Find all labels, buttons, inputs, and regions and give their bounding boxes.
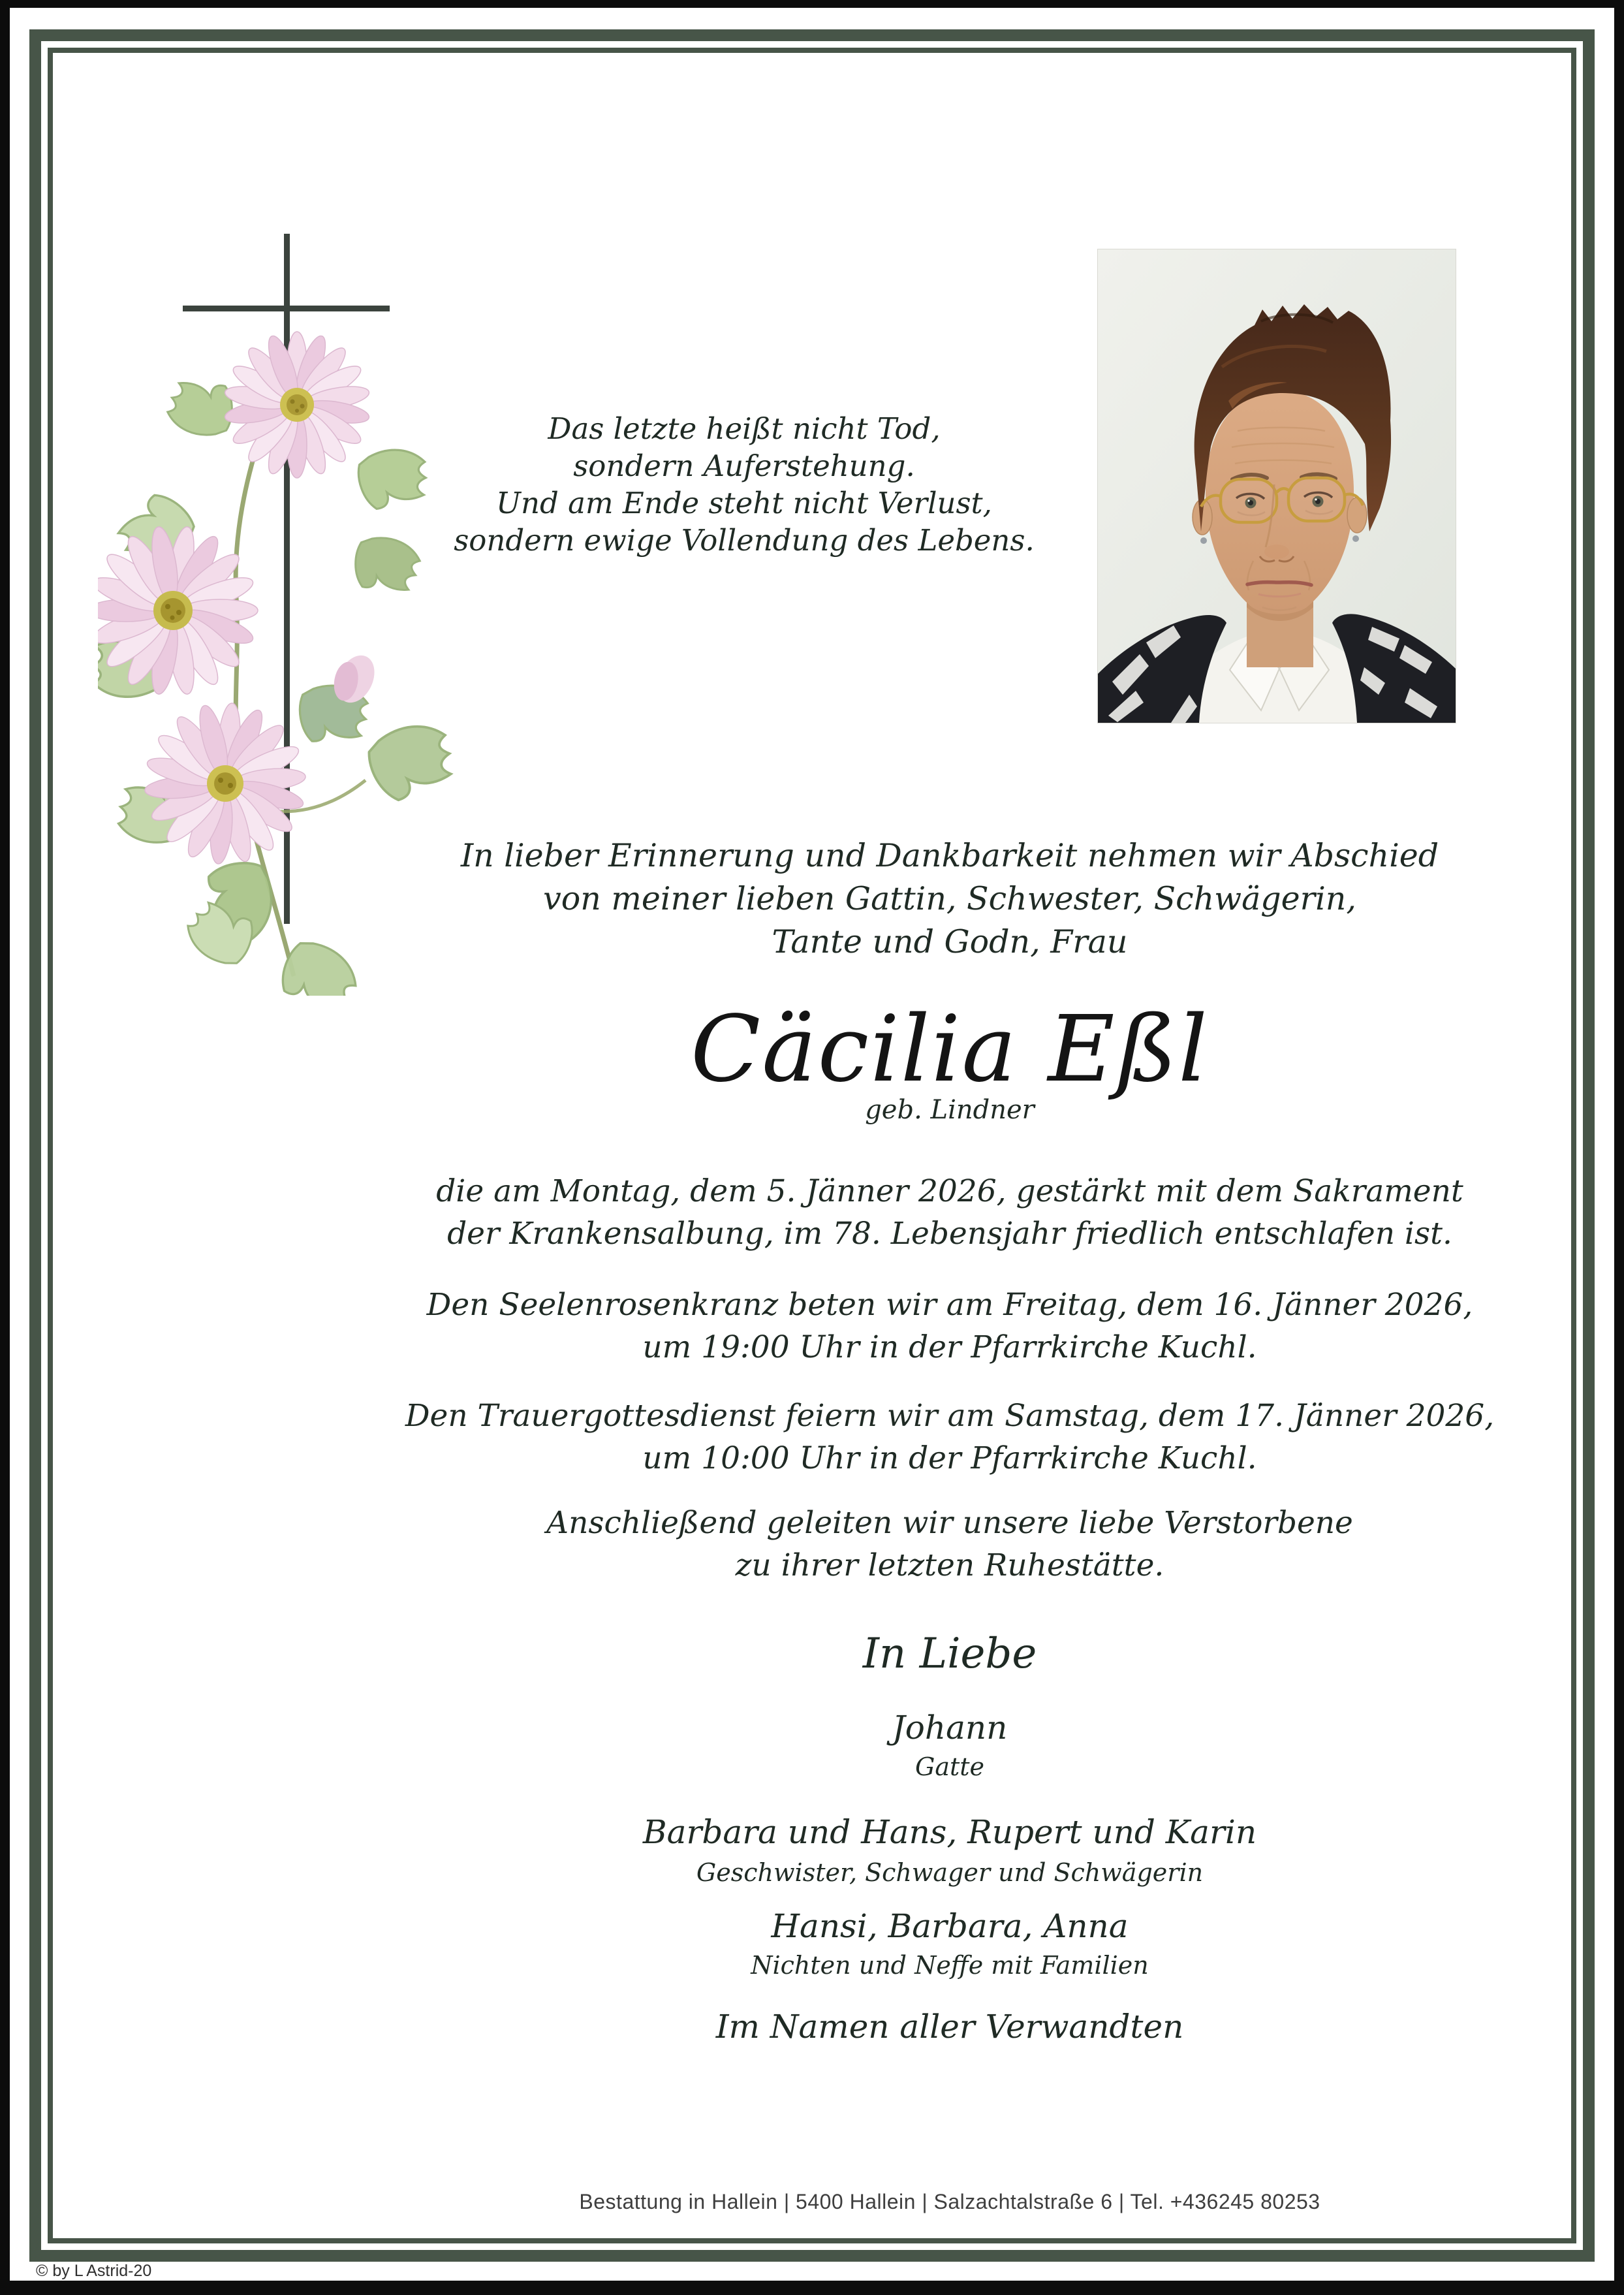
portrait-photo (1098, 249, 1456, 723)
copyright-note: © by L Astrid-20 (36, 2262, 152, 2280)
deceased-name: Cäcilia Eßl (691, 996, 1209, 1103)
mourner-names: Hansi, Barbara, Anna (771, 1907, 1129, 1945)
announcement-line: der Krankensalbung, im 78. Lebensjahr friedlich entschlafen ist. (447, 1216, 1452, 1252)
death-announcement (330, 1170, 1570, 1255)
mourner-relation: Gatte (914, 1752, 985, 1781)
procession-line: Anschließend geleiten wir unsere liebe Verstorbene (546, 1505, 1353, 1541)
quote-line: Das letzte heißt nicht Tod, (548, 411, 941, 446)
cross-icon-bar (183, 306, 390, 311)
quote-line: Und am Ende steht nicht Verlust, (496, 486, 992, 520)
final-line: Im Namen aller Verwandten (715, 2008, 1184, 2046)
maiden-name: geb. Lindner (865, 1095, 1035, 1125)
intro-line: In lieber Erinnerung und Dankbarkeit nehmen wir Abschied (460, 837, 1439, 874)
funeral-line: um 10:00 Uhr in der Pfarrkirche Kuchl. (642, 1440, 1257, 1476)
mourner-names: Barbara und Hans, Rupert und Karin (642, 1813, 1257, 1851)
rosary-line: Den Seelenrosenkranz beten wir am Freitag, dem 16. Jänner 2026, (426, 1287, 1473, 1323)
funeral-line: Den Trauergottesdienst feiern wir am Samstag, dem 17. Jänner 2026, (405, 1398, 1495, 1434)
quote-line: sondern Auferstehung. (573, 449, 915, 483)
procession-line: zu ihrer letzten Ruhestätte. (735, 1547, 1164, 1583)
intro-text (330, 834, 1570, 964)
mourner-relation: Geschwister, Schwager und Schwägerin (696, 1858, 1204, 1887)
announcement-line: die am Montag, dem 5. Jänner 2026, gestärkt mit dem Sakrament (436, 1173, 1463, 1209)
mourner-relation: Nichten und Neffe mit Familien (751, 1951, 1149, 1980)
intro-line: von meiner lieben Gattin, Schwester, Schwägerin, (543, 880, 1356, 917)
rosary-line: um 19:00 Uhr in der Pfarrkirche Kuchl. (642, 1329, 1257, 1365)
procession-info (330, 1502, 1570, 1587)
quote-line: sondern ewige Vollendung des Lebens. (454, 523, 1035, 558)
daisy-flowers-illustration (98, 323, 476, 996)
portrait-photo-image (1098, 249, 1456, 723)
mourner-names: Johann (892, 1709, 1008, 1747)
intro-line: Tante und Godn, Frau (772, 923, 1128, 960)
memorial-quote (450, 410, 1038, 559)
rosary-info (330, 1284, 1570, 1369)
funeral-service-info (330, 1395, 1570, 1480)
funeral-home-footer: Bestattung in Hallein | 5400 Hallein | Salzachtalstraße 6 | Tel. +436245 80253 (579, 2190, 1320, 2213)
closing-phrase: In Liebe (862, 1630, 1037, 1678)
